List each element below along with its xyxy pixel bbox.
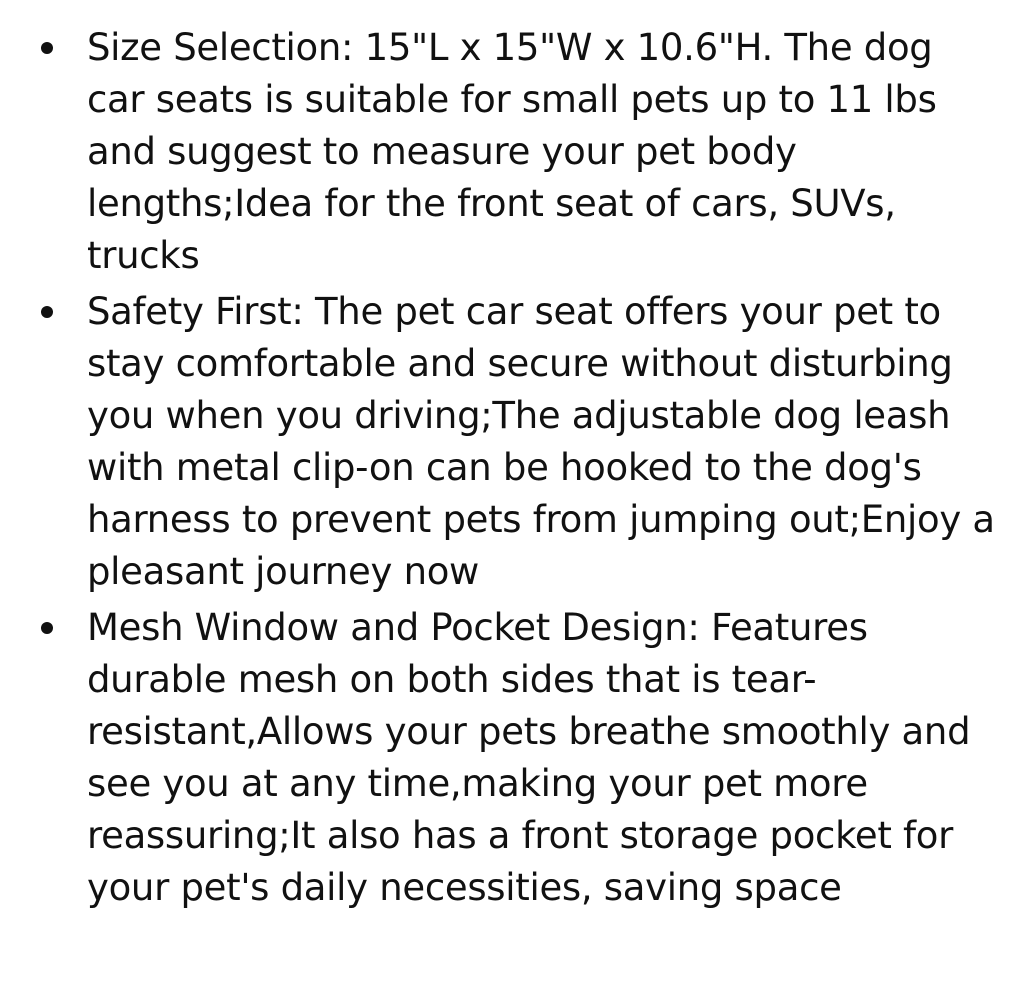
- bullet-icon: [41, 42, 53, 54]
- feature-text: Size Selection: 15"L x 15"W x 10.6"H. The dog car seats is suitable for small pets up to 11 lbs and suggest to measure your pet body lengths;Idea for the front seat of cars, SUVs, trucks: [87, 26, 937, 277]
- feature-bullet-size-selection: [0, 22, 1020, 282]
- feature-text: Safety First: The pet car seat offers your pet to stay comfortable and secure without disturbing you when you driving;The adjustable dog leash with metal clip-on can be hooked to the dog's harness to prevent pets from jumping out;Enjoy a pleasant journey now: [87, 290, 995, 593]
- bullet-icon: [41, 622, 53, 634]
- feature-text: Mesh Window and Pocket Design: Features durable mesh on both sides that is tear-resistant,Allows your pets breathe smoothly and see you at any time,making your pet more reassuring;It also has a front storage pocket for your pet's daily necessities, saving space: [87, 606, 971, 909]
- feature-bullet-list: [0, 22, 1020, 918]
- feature-bullet-mesh-window: [0, 602, 1020, 914]
- feature-bullet-safety-first: [0, 286, 1020, 598]
- bullet-icon: [41, 306, 53, 318]
